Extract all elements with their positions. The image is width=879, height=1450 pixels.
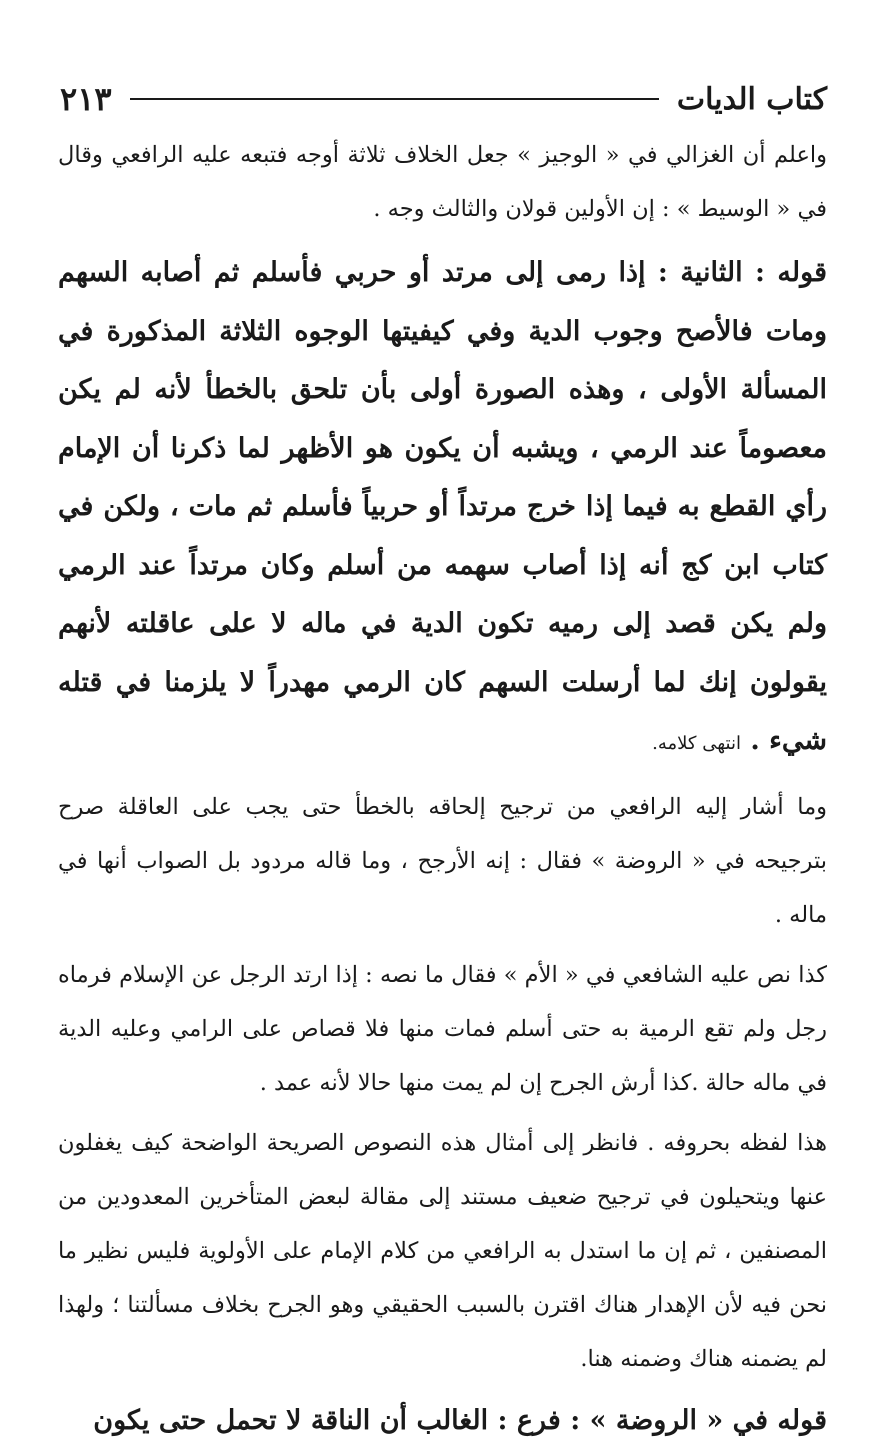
running-title: كتاب الديات	[677, 82, 827, 117]
page-body	[58, 128, 827, 1450]
page-header	[60, 74, 827, 124]
paragraph-4: كذا نص عليه الشافعي في « الأم » فقال ما نصه : إذا ارتد الرجل عن الإسلام فرماه رجل ولم تقع الرمية به حتى أسلم فمات منها فلا قصاص على الرامي وعليه الدية في ماله حالة .كذا أرش الجرح إن لم يمت منها حالا لأنه عمد .	[58, 948, 827, 1110]
page-number: ٢١٣	[60, 80, 112, 118]
paragraph-1: واعلم أن الغزالي في « الوجيز » جعل الخلاف ثلاثة أوجه فتبعه عليه الرافعي وقال في « الوسيط » : إن الأولين قولان والثالث وجه .	[58, 128, 827, 236]
header-rule	[130, 98, 659, 100]
paragraph-2-quote	[58, 244, 827, 774]
quote-text: قوله : الثانية : إذا رمى إلى مرتد أو حربي فأسلم ثم أصابه السهم ومات فالأصح وجوب الدية وفي كيفيتها الوجوه الثلاثة المذكورة في المسألة الأولى ، وهذه الصورة أولى بأن تلحق بالخطأ لأنه لم يكن معصوماً عند الرمي ، ويشبه أن يكون هو الأظهر لما ذكرنا أن الإمام رأي القطع به فيما إذا خرج مرتداً أو حربياً فأسلم ثم مات ، ولكن في كتاب ابن كج أنه إذا أصاب سهمه من أسلم وكان مرتداً عند الرمي ولم يكن قصد إلى رميه تكون الدية في ماله لا على عاقلته لأنهم يقولون إنك لما أرسلت السهم كان الرمي مهدراً لا يلزمنا في قتله شيء .	[58, 257, 827, 756]
quote-end-note: انتهى كلامه.	[652, 733, 741, 754]
paragraph-5: هذا لفظه بحروفه . فانظر إلى أمثال هذه النصوص الصريحة الواضحة كيف يغفلون عنها ويتحيلون في ترجيح ضعيف مستند إلى مقالة لبعض المتأخرين المعدودين من المصنفين ، ثم إن ما استدل به الرافعي من كلام الإمام على الأولوية فليس نظير ما نحن فيه لأن الإهدار هناك اقترن بالسبب الحقيقي وهو الجرح بخلاف مسألتنا ؛ ولهذا لم يضمنه هناك وضمنه هنا.	[58, 1116, 827, 1386]
paragraph-3: وما أشار إليه الرافعي من ترجيح إلحاقه بالخطأ حتى يجب على العاقلة صرح بترجيحه في « الروضة » فقال : إنه الأرجح ، وما قاله مردود بل الصواب أنها في ماله .	[58, 780, 827, 942]
paragraph-6-quote: قوله في « الروضة » : فرع : الغالب أن الناقة لا تحمل حتى يكون	[58, 1392, 827, 1450]
